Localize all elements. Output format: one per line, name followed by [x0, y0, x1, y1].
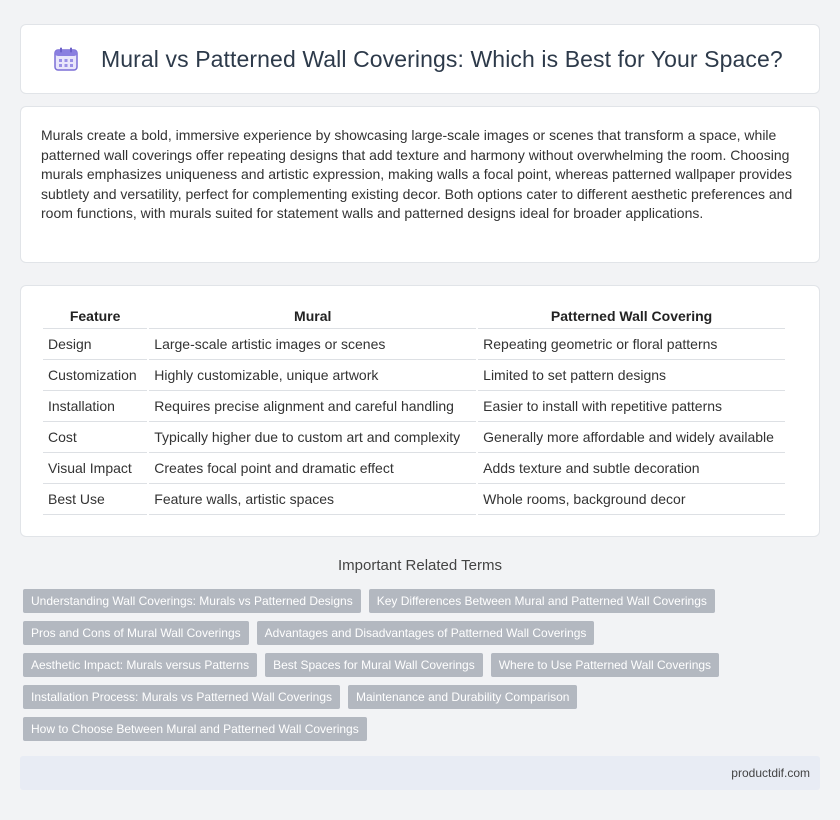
related-term-link[interactable]: Installation Process: Murals vs Patterned Wall Coverings — [23, 685, 340, 709]
table-row — [43, 329, 785, 360]
table-cell: Whole rooms, background decor — [478, 484, 785, 515]
related-term-link[interactable]: Best Spaces for Mural Wall Coverings — [265, 653, 483, 677]
related-term-link[interactable]: Maintenance and Durability Comparison — [348, 685, 577, 709]
related-term-link[interactable]: Where to Use Patterned Wall Coverings — [491, 653, 719, 677]
table-cell: Visual Impact — [43, 453, 147, 484]
table-cell: Design — [43, 329, 147, 360]
related-term-link[interactable]: Understanding Wall Coverings: Murals vs Patterned Designs — [23, 589, 361, 613]
column-header: Patterned Wall Covering — [478, 304, 785, 329]
intro-section — [20, 106, 820, 263]
table-row — [43, 391, 785, 422]
table-cell: Highly customizable, unique artwork — [149, 360, 476, 391]
page-header — [20, 24, 820, 94]
table-cell: Customization — [43, 360, 147, 391]
page-footer — [20, 756, 820, 790]
related-term-link[interactable]: Pros and Cons of Mural Wall Coverings — [23, 621, 249, 645]
related-term-link[interactable]: Advantages and Disadvantages of Patterned Wall Coverings — [257, 621, 595, 645]
table-cell: Limited to set pattern designs — [478, 360, 785, 391]
table-cell: Best Use — [43, 484, 147, 515]
table-cell: Cost — [43, 422, 147, 453]
related-terms-heading: Important Related Terms — [338, 557, 502, 574]
related-term-link[interactable]: Aesthetic Impact: Murals versus Patterns — [23, 653, 257, 677]
table-cell: Requires precise alignment and careful handling — [149, 391, 476, 422]
site-name: productdif.com — [731, 766, 810, 780]
table-cell: Creates focal point and dramatic effect — [149, 453, 476, 484]
page-title: Mural vs Patterned Wall Coverings: Which is Best for Your Space? — [101, 45, 783, 72]
column-header: Mural — [149, 304, 476, 329]
table-row — [43, 453, 785, 484]
table-row — [43, 484, 785, 515]
table-cell: Typically higher due to custom art and complexity — [149, 422, 476, 453]
related-term-link[interactable]: Key Differences Between Mural and Patterned Wall Coverings — [369, 589, 715, 613]
related-terms-list — [23, 589, 813, 741]
table-cell: Adds texture and subtle decoration — [478, 453, 785, 484]
table-row — [43, 360, 785, 391]
related-term-link[interactable]: How to Choose Between Mural and Patterned Wall Coverings — [23, 717, 367, 741]
table-cell: Installation — [43, 391, 147, 422]
table-cell: Generally more affordable and widely available — [478, 422, 785, 453]
table-cell: Large-scale artistic images or scenes — [149, 329, 476, 360]
table-row — [43, 422, 785, 453]
table-header-row — [43, 304, 785, 329]
comparison-table-card — [20, 285, 820, 537]
calendar-icon — [53, 46, 79, 72]
intro-paragraph: Murals create a bold, immersive experience by showcasing large-scale images or scenes that transform a space, while patterned wall coverings offer repeating designs that add texture and harmony without overwhelming the room. Choosing murals emphasizes uniqueness and artistic expression, making walls a focal point, whereas patterned wallpaper provides subtlety and versatility, perfect for complementing existing decor. Both options cater to different aesthetic preferences and room functions, with murals suited for statement walls and patterned designs ideal for broader applications. — [41, 127, 793, 222]
comparison-table — [41, 304, 787, 515]
table-cell: Easier to install with repetitive patterns — [478, 391, 785, 422]
column-header: Feature — [43, 304, 147, 329]
table-cell: Feature walls, artistic spaces — [149, 484, 476, 515]
table-cell: Repeating geometric or floral patterns — [478, 329, 785, 360]
